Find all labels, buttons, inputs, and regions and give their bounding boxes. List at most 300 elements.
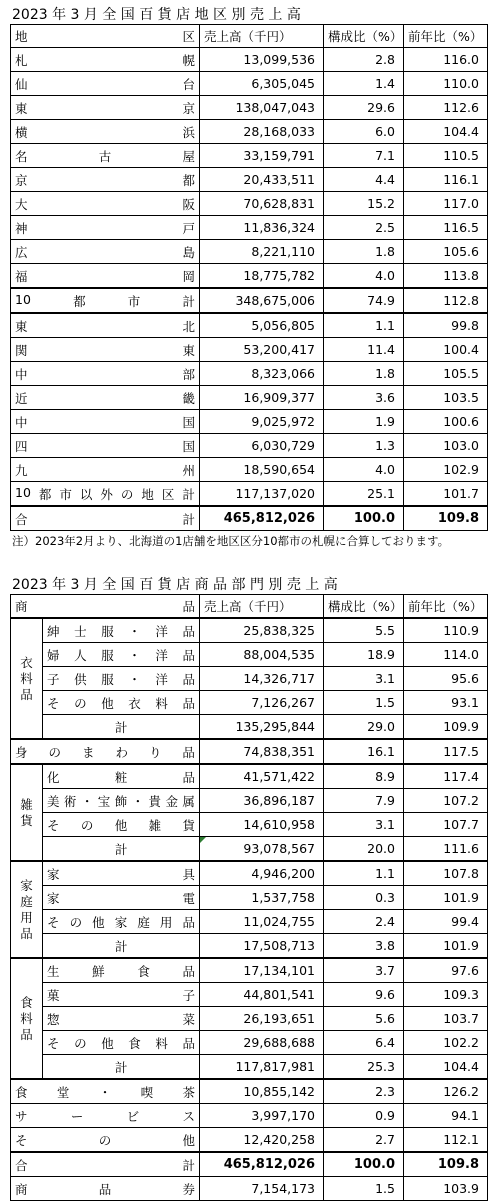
label-char: 仙 — [15, 76, 28, 92]
label-char: 宝 — [97, 793, 111, 809]
share-cell: 11.4 — [324, 338, 404, 362]
yoy-cell: 110.0 — [404, 72, 488, 96]
label-char: 料 — [155, 1035, 168, 1051]
label-char: 惣 — [47, 1011, 60, 1027]
region-name-cell — [11, 72, 200, 96]
spread-label — [15, 389, 195, 407]
region-row — [11, 72, 488, 96]
label-char: 品 — [182, 914, 195, 930]
share-cell: 1.5 — [324, 1177, 404, 1201]
share-cell: 29.0 — [324, 715, 404, 740]
item-name-cell — [43, 958, 200, 983]
sales-cell: 6,305,045 — [200, 72, 324, 96]
sales-cell: 11,024,755 — [200, 910, 324, 934]
sales-cell: 74,838,351 — [200, 739, 324, 764]
share-cell: 18.9 — [324, 643, 404, 667]
label-char: 畿 — [182, 390, 195, 406]
category-label — [11, 739, 200, 764]
item-name-cell — [43, 789, 200, 813]
label-char: 子 — [182, 987, 195, 1003]
category-single-row — [11, 739, 488, 764]
yoy-cell: 102.2 — [404, 1031, 488, 1055]
label-char: 他 — [101, 695, 114, 711]
item-name-cell — [43, 1007, 200, 1031]
category-item-row — [11, 764, 488, 789]
share-cell: 6.4 — [324, 1031, 404, 1055]
region-row — [11, 338, 488, 362]
sales-cell: 17,134,101 — [200, 958, 324, 983]
label-char: 家 — [114, 914, 128, 930]
sales-cell: 12,420,258 — [200, 1128, 324, 1153]
sales-cell: 9,025,972 — [200, 410, 324, 434]
sales-cell: 14,326,717 — [200, 667, 324, 691]
yoy-cell: 113.8 — [404, 264, 488, 289]
region-row — [11, 240, 488, 264]
label-char: 台 — [182, 76, 195, 92]
others-row — [11, 482, 488, 507]
yoy-cell: 97.6 — [404, 958, 488, 983]
sales-cell: 29,688,688 — [200, 1031, 324, 1055]
label-char: 戸 — [182, 220, 195, 236]
label-char: の — [48, 744, 61, 760]
label-char: 他 — [92, 914, 105, 930]
share-cell: 2.3 — [324, 1079, 404, 1104]
others-label — [11, 482, 200, 507]
spread-label — [47, 913, 195, 931]
spread-label — [15, 341, 195, 359]
label-char: 品 — [182, 1035, 195, 1051]
label-char: 食 — [137, 963, 150, 979]
label-char: そ — [15, 1132, 28, 1148]
category-group-label — [11, 861, 43, 958]
sales-cell: 18,775,782 — [200, 264, 324, 289]
share-cell: 1.8 — [324, 240, 404, 264]
label-char: 洋 — [155, 671, 168, 687]
spread-label — [15, 292, 195, 310]
label-char: 品 — [182, 963, 195, 979]
label-char: 部 — [182, 366, 195, 382]
yoy-cell: 107.2 — [404, 789, 488, 813]
sales-cell: 33,159,791 — [200, 144, 324, 168]
region-row — [11, 144, 488, 168]
label-char: ま — [81, 744, 95, 760]
header-row — [11, 595, 488, 619]
label-char: 化 — [47, 769, 60, 785]
sales-cell: 36,896,187 — [200, 789, 324, 813]
label-char: 屋 — [182, 148, 195, 164]
category-group-label — [11, 764, 43, 861]
category-item-row — [11, 1007, 488, 1031]
yoy-cell: 109.8 — [404, 506, 488, 531]
sales-cell: 41,571,422 — [200, 764, 324, 789]
yoy-cell: 117.5 — [404, 739, 488, 764]
category-item-row — [11, 886, 488, 910]
label-char: サ — [15, 1108, 28, 1124]
category-item-row — [11, 958, 488, 983]
label-char: 他 — [182, 1132, 195, 1148]
label-char: 術 — [63, 793, 77, 809]
label-char: 貨 — [182, 817, 195, 833]
share-cell: 7.9 — [324, 789, 404, 813]
spread-label — [15, 437, 195, 455]
label-char: ス — [182, 1108, 195, 1124]
group-label-char: 家 — [20, 877, 33, 893]
yoy-cell: 99.4 — [404, 910, 488, 934]
share-cell: 3.8 — [324, 934, 404, 959]
share-cell: 1.1 — [324, 313, 404, 338]
spread-label — [15, 365, 195, 383]
label-char: の — [120, 486, 134, 502]
region-name-cell — [11, 168, 200, 192]
region-sales-table — [10, 24, 488, 531]
sales-cell: 70,628,831 — [200, 192, 324, 216]
label-char: 属 — [182, 793, 195, 809]
item-name-cell — [43, 764, 200, 789]
yoy-cell: 126.2 — [404, 1079, 488, 1104]
label-char: 広 — [15, 244, 28, 260]
spread-label — [47, 694, 195, 712]
label-char: の — [80, 817, 94, 833]
share-cell: 6.0 — [324, 120, 404, 144]
yoy-cell: 116.1 — [404, 168, 488, 192]
sales-cell: 88,004,535 — [200, 643, 324, 667]
sales-cell: 10,855,142 — [200, 1079, 324, 1104]
spread-label — [15, 243, 195, 261]
share-cell: 8.9 — [324, 764, 404, 789]
yoy-cell: 101.9 — [404, 934, 488, 959]
label-char: 近 — [15, 390, 28, 406]
sales-cell: 44,801,541 — [200, 983, 324, 1007]
category-item-row — [11, 691, 488, 715]
label-char: ・ — [128, 623, 141, 639]
item-name-cell — [43, 1031, 200, 1055]
label-char: 都 — [38, 486, 52, 502]
share-cell: 74.9 — [324, 288, 404, 313]
spread-label — [47, 670, 195, 688]
region-row — [11, 192, 488, 216]
label-char: 料 — [155, 695, 168, 711]
label-char: 券 — [182, 1181, 195, 1197]
label-char: 計 — [182, 1157, 195, 1173]
label-char: 古 — [98, 148, 112, 164]
label-char: 食 — [15, 1084, 28, 1100]
label-char: 食 — [128, 1035, 141, 1051]
label-char: 生 — [47, 963, 60, 979]
region-name-cell — [11, 386, 200, 410]
subtotal-label: 計 — [43, 934, 200, 959]
label-char: の — [74, 1035, 87, 1051]
spread-label — [15, 510, 195, 528]
header-yoy: 前年比（%） — [404, 595, 488, 619]
label-char: 横 — [15, 124, 28, 140]
label-char: 堂 — [56, 1084, 70, 1100]
total-label — [11, 1152, 200, 1177]
share-cell: 5.5 — [324, 618, 404, 643]
share-cell: 0.3 — [324, 886, 404, 910]
group-label-char: 衣 — [20, 654, 33, 670]
category-table-title: 2023 年 3 月 全 国 百 貨 店 商 品 部 門 別 売 上 高 — [12, 577, 338, 593]
spread-label — [15, 99, 195, 117]
share-cell: 1.4 — [324, 72, 404, 96]
sales-cell: 348,675,006 — [200, 288, 324, 313]
label-char: 10 — [15, 484, 31, 500]
yoy-cell: 100.6 — [404, 410, 488, 434]
item-name-cell — [43, 861, 200, 886]
region-row — [11, 216, 488, 240]
spread-label — [15, 1131, 195, 1149]
yoy-cell: 117.4 — [404, 764, 488, 789]
category-item-row — [11, 789, 488, 813]
category-item-row — [11, 861, 488, 886]
label-char: 商 — [15, 599, 28, 614]
label-char: 神 — [15, 220, 28, 236]
yoy-cell: 103.0 — [404, 434, 488, 458]
label-char: 服 — [101, 647, 114, 663]
group-label-char: 品 — [20, 1026, 33, 1042]
item-name-cell — [43, 886, 200, 910]
region-table-title: 2023 年 3 月 全 国 百 貨 店 地 区 別 売 上 高 — [12, 7, 301, 23]
share-cell: 1.9 — [324, 410, 404, 434]
region-row — [11, 96, 488, 120]
category-item-row — [11, 910, 488, 934]
category-subtotal-row — [11, 1055, 488, 1080]
region-name-cell — [11, 192, 200, 216]
label-char: 菓 — [47, 987, 60, 1003]
category-total-row — [11, 1152, 488, 1177]
spread-label — [47, 986, 195, 1004]
share-cell: 7.1 — [324, 144, 404, 168]
spread-label — [47, 889, 195, 907]
category-subtotal-row — [11, 934, 488, 959]
label-char: 品 — [182, 769, 195, 785]
share-cell: 4.0 — [324, 264, 404, 289]
region-row — [11, 168, 488, 192]
label-char: 地 — [15, 29, 28, 44]
region-name-cell — [11, 338, 200, 362]
label-char: の — [98, 1132, 112, 1148]
sales-cell: 5,056,805 — [200, 313, 324, 338]
share-cell: 100.0 — [324, 506, 404, 531]
label-char: 粧 — [114, 769, 128, 785]
label-char: 品 — [182, 647, 195, 663]
header-name-cell — [11, 25, 200, 48]
region-row — [11, 264, 488, 289]
yoy-cell: 103.7 — [404, 1007, 488, 1031]
label-char: 貴 — [148, 793, 162, 809]
header-sales: 売上高（千円） — [200, 595, 324, 619]
spread-label — [15, 461, 195, 479]
label-char: 品 — [182, 623, 195, 639]
region-row — [11, 313, 488, 338]
spread-label — [15, 317, 195, 335]
label-char: 紳 — [47, 623, 60, 639]
sales-cell: 1,537,758 — [200, 886, 324, 910]
spread-label — [47, 768, 195, 786]
share-cell: 15.2 — [324, 192, 404, 216]
sales-cell: 138,047,043 — [200, 96, 324, 120]
item-name-cell — [43, 813, 200, 837]
label-char: 州 — [182, 462, 195, 478]
header-row — [11, 25, 488, 48]
label-char: 服 — [101, 623, 114, 639]
sales-cell: 8,221,110 — [200, 240, 324, 264]
sales-cell: 18,590,654 — [200, 458, 324, 482]
yoy-cell: 101.7 — [404, 482, 488, 507]
category-item-row — [11, 983, 488, 1007]
label-char: 供 — [74, 671, 87, 687]
label-char: 福 — [15, 268, 28, 284]
spread-label — [15, 1156, 195, 1174]
region-row — [11, 434, 488, 458]
sales-cell: 135,295,844 — [200, 715, 324, 740]
label-char: の — [74, 695, 87, 711]
label-char: 中 — [15, 366, 28, 382]
sales-cell: 16,909,377 — [200, 386, 324, 410]
subtotal-label: 計 — [43, 837, 200, 862]
spread-label — [47, 1034, 195, 1052]
group-label-char: 庭 — [20, 893, 33, 909]
share-cell: 0.9 — [324, 1104, 404, 1128]
spread-label — [15, 743, 195, 761]
share-cell: 25.3 — [324, 1055, 404, 1080]
yoy-cell: 110.5 — [404, 144, 488, 168]
label-char: り — [148, 744, 162, 760]
region-row — [11, 386, 488, 410]
label-char: 他 — [114, 817, 128, 833]
item-name-cell — [43, 983, 200, 1007]
label-char: 家 — [47, 866, 60, 882]
sales-cell: 7,154,173 — [200, 1177, 324, 1201]
label-char: 家 — [47, 890, 60, 906]
label-char: 浜 — [182, 124, 195, 140]
label-char: 電 — [182, 890, 195, 906]
group-label-char: 雑 — [20, 796, 33, 812]
sales-cell: 17,508,713 — [200, 934, 324, 959]
sales-cell: 11,836,324 — [200, 216, 324, 240]
voucher-label — [11, 1177, 200, 1201]
label-char: 鮮 — [92, 963, 105, 979]
label-char: 庭 — [137, 914, 150, 930]
label-char: 菜 — [182, 1011, 195, 1027]
spread-label — [15, 1083, 195, 1101]
yoy-cell: 112.6 — [404, 96, 488, 120]
label-char: 京 — [15, 172, 28, 188]
category-subtotal-row — [11, 837, 488, 862]
category-label — [11, 1104, 200, 1128]
yoy-cell: 94.1 — [404, 1104, 488, 1128]
category-item-row — [11, 813, 488, 837]
label-char: 飾 — [114, 793, 128, 809]
subtotal-label: 計 — [43, 1055, 200, 1080]
label-char: 国 — [182, 438, 195, 454]
label-char: ・ — [128, 671, 141, 687]
label-char: 品 — [98, 1181, 112, 1197]
category-group-label — [11, 958, 43, 1079]
label-char: 茶 — [182, 1084, 195, 1100]
category-single-row — [11, 1104, 488, 1128]
label-char: 計 — [182, 293, 195, 309]
share-cell: 16.1 — [324, 739, 404, 764]
label-char: ・ — [98, 1084, 112, 1100]
label-char: 東 — [15, 318, 28, 334]
label-char: 大 — [15, 196, 28, 212]
label-char: 婦 — [47, 647, 60, 663]
label-char: 東 — [15, 100, 28, 116]
region-name-cell — [11, 216, 200, 240]
label-char: 以 — [79, 486, 93, 502]
sales-cell: 4,946,200 — [200, 861, 324, 886]
label-char: そ — [47, 914, 60, 930]
label-char: 服 — [101, 671, 114, 687]
subtotal-label: 計 — [43, 715, 200, 740]
share-cell: 3.7 — [324, 958, 404, 983]
category-single-row — [11, 1128, 488, 1153]
label-char: 美 — [47, 793, 60, 809]
sales-cell: 8,323,066 — [200, 362, 324, 386]
label-char: 京 — [182, 100, 195, 116]
voucher-row — [11, 1177, 488, 1201]
yoy-cell: 101.9 — [404, 886, 488, 910]
label-char: 計 — [182, 511, 195, 527]
yoy-cell: 116.5 — [404, 216, 488, 240]
category-item-row — [11, 618, 488, 643]
spread-label — [15, 123, 195, 141]
label-char: 合 — [15, 1157, 28, 1173]
spread-label — [15, 75, 195, 93]
yoy-cell: 104.4 — [404, 1055, 488, 1080]
yoy-cell: 114.0 — [404, 643, 488, 667]
label-char: 金 — [165, 793, 178, 809]
label-char: ビ — [126, 1108, 140, 1124]
item-name-cell — [43, 691, 200, 715]
share-cell: 5.6 — [324, 1007, 404, 1031]
region-name-cell — [11, 458, 200, 482]
label-char: そ — [47, 695, 60, 711]
label-char: 雑 — [148, 817, 162, 833]
share-cell: 3.6 — [324, 386, 404, 410]
spread-label — [15, 51, 195, 69]
label-char: 地 — [141, 486, 154, 502]
label-char: 品 — [182, 599, 195, 614]
label-char: 中 — [15, 414, 28, 430]
share-cell: 20.0 — [324, 837, 404, 862]
label-char: 外 — [100, 486, 113, 502]
sales-cell: 28,168,033 — [200, 120, 324, 144]
share-cell: 2.8 — [324, 48, 404, 72]
region-name-cell — [11, 362, 200, 386]
label-char: ・ — [131, 793, 145, 809]
spread-label — [15, 219, 195, 237]
label-char: 名 — [15, 148, 28, 164]
spread-label — [47, 962, 195, 980]
yoy-cell: 93.1 — [404, 691, 488, 715]
category-subtotal-row — [11, 715, 488, 740]
category-item-row — [11, 1031, 488, 1055]
group-label-char: 貨 — [20, 812, 33, 828]
spread-label — [15, 27, 195, 45]
sales-cell: 465,812,026 — [200, 506, 324, 531]
yoy-cell: 107.8 — [404, 861, 488, 886]
sales-cell: 20,433,511 — [200, 168, 324, 192]
label-char: 札 — [15, 52, 28, 68]
label-char: 品 — [182, 695, 195, 711]
group-label-char: 料 — [20, 1010, 33, 1026]
share-cell: 100.0 — [324, 1152, 404, 1177]
region-row — [11, 362, 488, 386]
label-char: ・ — [80, 793, 94, 809]
region-name-cell — [11, 120, 200, 144]
spread-label — [47, 622, 195, 640]
